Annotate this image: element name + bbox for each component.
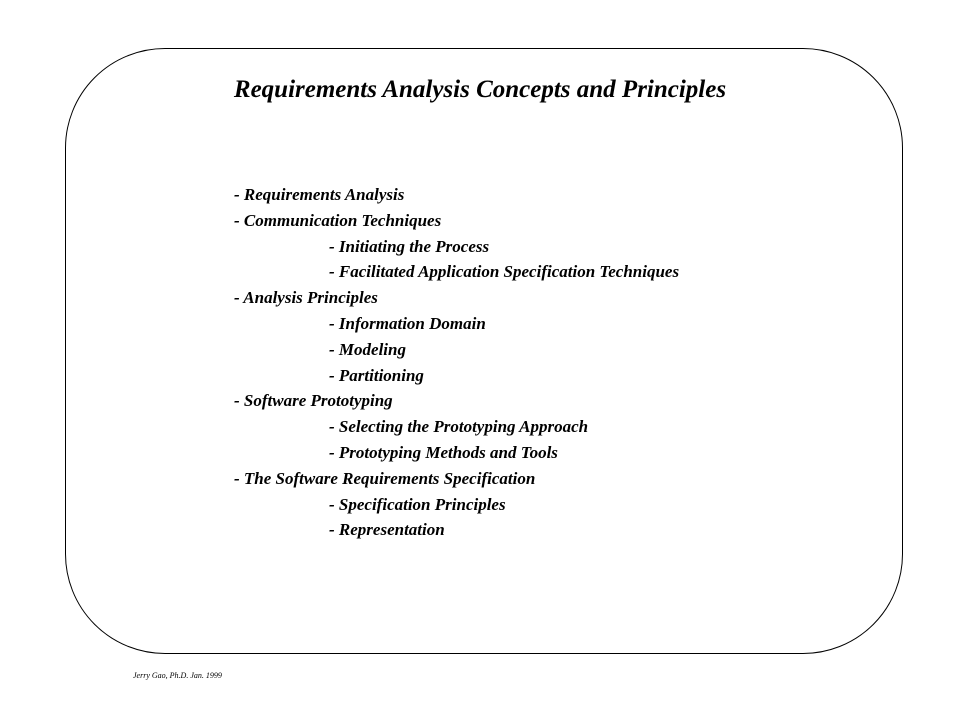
footer-credit: Jerry Gao, Ph.D. Jan. 1999 [133, 671, 222, 680]
list-item: - Partitioning [329, 365, 424, 385]
list-item: - Communication Techniques [234, 210, 442, 230]
topic-list [234, 182, 679, 543]
list-item: - Software Prototyping [234, 391, 393, 411]
list-item: - Information Domain [329, 313, 486, 333]
list-item: - The Software Requirements Specification [234, 468, 536, 488]
list-item: - Analysis Principles [234, 288, 378, 308]
list-item: - Modeling [329, 339, 406, 359]
list-item: - Prototyping Methods and Tools [329, 442, 558, 462]
list-item: - Initiating the Process [329, 236, 490, 256]
list-item: - Representation [329, 520, 445, 540]
list-item: - Selecting the Prototyping Approach [329, 417, 589, 437]
list-item: - Specification Principles [329, 494, 506, 514]
slide-title: Requirements Analysis Concepts and Principles [233, 76, 727, 103]
list-item: - Facilitated Application Specification Techniques [329, 262, 680, 282]
list-item: - Requirements Analysis [234, 185, 405, 204]
